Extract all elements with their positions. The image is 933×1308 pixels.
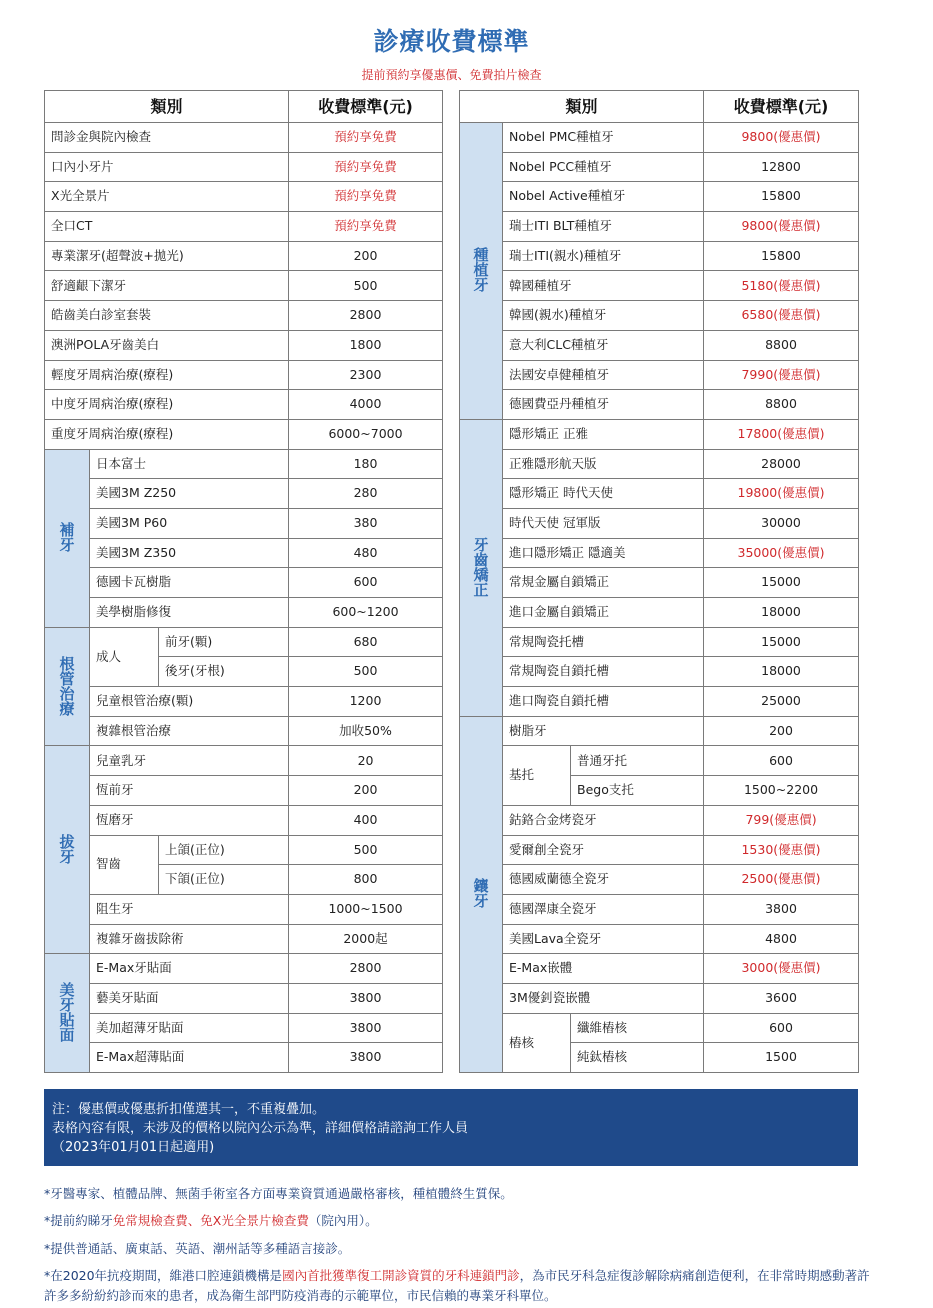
price-cell: 15000 <box>704 627 859 657</box>
price-cell: 8800 <box>704 390 859 420</box>
item-name: X光全景片 <box>45 182 289 212</box>
item-name: 舒適齦下潔牙 <box>45 271 289 301</box>
table-row <box>45 1043 443 1073</box>
price-cell: 35000(優惠價) <box>704 538 859 568</box>
price-cell: 15000 <box>704 568 859 598</box>
price-cell: 加收50% <box>289 716 443 746</box>
table-row <box>45 182 443 212</box>
table-row <box>460 330 859 360</box>
category-implant: 種 植 牙 <box>460 123 503 420</box>
price-cell: 1500~2200 <box>704 776 859 806</box>
price-cell: 200 <box>704 716 859 746</box>
price-cell: 2500(優惠價) <box>704 865 859 895</box>
bullet-history <box>44 1266 874 1306</box>
price-cell: 1800 <box>289 330 443 360</box>
price-cell: 3000(優惠價) <box>704 954 859 984</box>
table-row <box>460 805 859 835</box>
price-cell: 2300 <box>289 360 443 390</box>
table-row <box>460 1013 859 1043</box>
item-name: 德國費亞丹種植牙 <box>503 390 704 420</box>
price-cell: 680 <box>289 627 443 657</box>
price-cell: 8800 <box>704 330 859 360</box>
price-cell: 28000 <box>704 449 859 479</box>
item-name: 專業潔牙(超聲波+拋光) <box>45 241 289 271</box>
item-name: 口內小牙片 <box>45 152 289 182</box>
table-row <box>460 152 859 182</box>
price-cell: 9800(優惠價) <box>704 123 859 153</box>
item-name: 進口陶瓷自鎖托槽 <box>503 687 704 717</box>
table-row <box>45 983 443 1013</box>
item-name: 韓國(親水)種植牙 <box>503 301 704 331</box>
price-cell: 1000~1500 <box>289 894 443 924</box>
table-row <box>45 538 443 568</box>
price-cell: 500 <box>289 657 443 687</box>
price-cell: 預約享免費 <box>289 212 443 242</box>
price-cell: 600~1200 <box>289 598 443 628</box>
bullet-highlight: 免常規檢查費、免X光全景片檢查費 <box>112 1213 309 1228</box>
table-header-row <box>45 91 443 123</box>
page-title: 診療收費標準 <box>373 27 530 56</box>
category-header: 類別 <box>45 91 289 123</box>
table-row <box>45 805 443 835</box>
table-row <box>460 123 859 153</box>
category-filling: 補 牙 <box>45 449 90 627</box>
price-cell: 預約享免費 <box>289 182 443 212</box>
category-ortho: 牙 齒 矯 正 <box>460 419 503 716</box>
table-row <box>45 924 443 954</box>
fee-table-right <box>459 90 859 1073</box>
table-row <box>460 924 859 954</box>
notice-banner <box>44 1089 858 1166</box>
table-row <box>460 419 859 449</box>
table-row <box>460 835 859 865</box>
price-cell: 預約享免費 <box>289 123 443 153</box>
item-name: E-Max牙貼面 <box>90 954 289 984</box>
price-cell: 15800 <box>704 241 859 271</box>
item-name: 樹脂牙 <box>503 716 704 746</box>
item-name: 常規金屬自鎖矯正 <box>503 568 704 598</box>
table-row <box>45 241 443 271</box>
price-cell: 1500 <box>704 1043 859 1073</box>
bullet-text: （院內用）。 <box>308 1213 378 1228</box>
price-cell: 1200 <box>289 687 443 717</box>
item-name: 美國3M Z250 <box>90 479 289 509</box>
category-extraction: 拔 牙 <box>45 746 90 954</box>
item-name: Nobel PMC種植牙 <box>503 123 704 153</box>
table-row <box>460 657 859 687</box>
item-name: 澳洲POLA牙齒美白 <box>45 330 289 360</box>
price-cell: 2800 <box>289 301 443 331</box>
notice-line: 注：優惠價或優惠折扣僅選其一，不重複疊加。 <box>52 1102 326 1117</box>
price-header: 收費標準(元) <box>289 91 443 123</box>
table-row <box>45 449 443 479</box>
item-name: 下頜(正位) <box>159 865 289 895</box>
price-cell: 19800(優惠價) <box>704 479 859 509</box>
table-row <box>45 330 443 360</box>
price-cell: 3800 <box>289 1043 443 1073</box>
category-crown: 鑲 牙 <box>460 716 503 1072</box>
table-row <box>45 687 443 717</box>
item-name: 普通牙托 <box>571 746 704 776</box>
price-cell: 5180(優惠價) <box>704 271 859 301</box>
table-row <box>460 954 859 984</box>
table-row <box>45 1013 443 1043</box>
table-row <box>460 212 859 242</box>
bullet-quality: *牙醫專家、植體品牌、無菌手術室各方面專業資質通過嚴格審核，種植體終生質保。 <box>44 1186 513 1201</box>
table-row <box>45 360 443 390</box>
table-row <box>460 182 859 212</box>
price-cell: 180 <box>289 449 443 479</box>
table-row <box>45 716 443 746</box>
item-name: 常規陶瓷自鎖托槽 <box>503 657 704 687</box>
bullet-languages: *提供普通話、廣東話、英語、潮州話等多種語言接診。 <box>44 1241 351 1256</box>
table-row <box>45 835 443 865</box>
table-row <box>45 152 443 182</box>
item-name: 3M優釗瓷嵌體 <box>503 983 704 1013</box>
item-name: 日本富士 <box>90 449 289 479</box>
table-row <box>460 983 859 1013</box>
sub-category-post: 樁核 <box>503 1013 571 1072</box>
item-name: 法國安卓健種植牙 <box>503 360 704 390</box>
table-row <box>45 508 443 538</box>
table-row <box>460 508 859 538</box>
item-name: 隱形矯正 時代天使 <box>503 479 704 509</box>
item-name: 時代天使 冠軍版 <box>503 508 704 538</box>
price-cell: 3600 <box>704 983 859 1013</box>
table-row <box>460 538 859 568</box>
price-cell: 4800 <box>704 924 859 954</box>
price-cell: 4000 <box>289 390 443 420</box>
price-cell: 280 <box>289 479 443 509</box>
item-name: 中度牙周病治療(療程) <box>45 390 289 420</box>
table-header-row <box>460 91 859 123</box>
item-name: 德國澤康全瓷牙 <box>503 894 704 924</box>
price-cell: 200 <box>289 241 443 271</box>
fee-table-left <box>44 90 443 1073</box>
table-row <box>460 241 859 271</box>
item-name: Nobel PCC種植牙 <box>503 152 704 182</box>
price-cell: 18000 <box>704 598 859 628</box>
item-name: 上頜(正位) <box>159 835 289 865</box>
item-name: Nobel Active種植牙 <box>503 182 704 212</box>
table-row <box>45 627 443 657</box>
price-cell: 799(優惠價) <box>704 805 859 835</box>
price-cell: 600 <box>704 1013 859 1043</box>
price-cell: 500 <box>289 835 443 865</box>
price-cell: 200 <box>289 776 443 806</box>
table-row <box>460 716 859 746</box>
item-name: 常規陶瓷托槽 <box>503 627 704 657</box>
table-row <box>460 894 859 924</box>
item-name: 美加超薄牙貼面 <box>90 1013 289 1043</box>
item-name: 美國3M Z350 <box>90 538 289 568</box>
item-name: 愛爾創全瓷牙 <box>503 835 704 865</box>
table-row <box>45 271 443 301</box>
table-row <box>460 568 859 598</box>
item-name: E-Max超薄貼面 <box>90 1043 289 1073</box>
item-name: E-Max嵌體 <box>503 954 704 984</box>
bullet-text: *提前約睇牙 <box>44 1213 113 1228</box>
table-row <box>460 479 859 509</box>
table-row <box>460 360 859 390</box>
price-cell: 9800(優惠價) <box>704 212 859 242</box>
price-cell: 3800 <box>289 1013 443 1043</box>
price-cell: 480 <box>289 538 443 568</box>
table-row <box>460 271 859 301</box>
category-header: 類別 <box>460 91 704 123</box>
price-cell: 3800 <box>704 894 859 924</box>
table-row <box>460 390 859 420</box>
price-cell: 20 <box>289 746 443 776</box>
price-cell: 12800 <box>704 152 859 182</box>
price-cell: 400 <box>289 805 443 835</box>
price-cell: 15800 <box>704 182 859 212</box>
bullet-highlight: 國內首批獲準復工開診資質的牙科連鎖門診 <box>282 1268 520 1283</box>
price-cell: 1530(優惠價) <box>704 835 859 865</box>
item-name: 美國3M P60 <box>90 508 289 538</box>
category-veneer: 美 牙 貼 面 <box>45 954 90 1073</box>
sub-category-base: 基托 <box>503 746 571 805</box>
price-cell: 預約享免費 <box>289 152 443 182</box>
item-name: 藝美牙貼面 <box>90 983 289 1013</box>
item-name: 鈷鉻合金烤瓷牙 <box>503 805 704 835</box>
item-name: 進口隱形矯正 隱適美 <box>503 538 704 568</box>
item-name: 前牙(顆) <box>159 627 289 657</box>
price-cell: 30000 <box>704 508 859 538</box>
item-name: Bego支托 <box>571 776 704 806</box>
price-cell: 800 <box>289 865 443 895</box>
item-name: 進口金屬自鎖矯正 <box>503 598 704 628</box>
price-cell: 600 <box>704 746 859 776</box>
price-cell: 18000 <box>704 657 859 687</box>
table-row <box>45 301 443 331</box>
item-name: 複雜牙齒拔除術 <box>90 924 289 954</box>
price-cell: 6580(優惠價) <box>704 301 859 331</box>
table-row <box>460 746 859 776</box>
table-row <box>460 687 859 717</box>
table-row <box>45 894 443 924</box>
table-row <box>45 746 443 776</box>
price-cell: 7990(優惠價) <box>704 360 859 390</box>
table-row <box>460 627 859 657</box>
price-cell: 500 <box>289 271 443 301</box>
price-cell: 2000起 <box>289 924 443 954</box>
table-row <box>460 449 859 479</box>
item-name: 瑞士ITI BLT種植牙 <box>503 212 704 242</box>
bullet-free-check <box>44 1211 874 1231</box>
table-row <box>460 865 859 895</box>
notice-line: （2023年01月01日起適用) <box>52 1140 215 1155</box>
price-cell: 380 <box>289 508 443 538</box>
item-name: 複雜根管治療 <box>90 716 289 746</box>
item-name: 恆前牙 <box>90 776 289 806</box>
item-name: 阻生牙 <box>90 894 289 924</box>
item-name: 德國卡瓦樹脂 <box>90 568 289 598</box>
item-name: 純鈦樁核 <box>571 1043 704 1073</box>
item-name: 後牙(牙根) <box>159 657 289 687</box>
item-name: 隱形矯正 正雅 <box>503 419 704 449</box>
table-row <box>460 598 859 628</box>
item-name: 美學樹脂修復 <box>90 598 289 628</box>
table-row <box>45 479 443 509</box>
bullet-text: ，為市民牙科急症復診解除病痛創造便利，在非常時期感動著許許多多紛紛約診而來的患者，成為衛生部門防疫消毒的示範單位，市民信賴的專業牙科單位。 <box>44 1268 870 1303</box>
table-row <box>45 954 443 984</box>
price-cell: 3800 <box>289 983 443 1013</box>
sub-category-adult: 成人 <box>90 627 159 686</box>
sub-category-wisdom: 智齒 <box>90 835 159 894</box>
table-row <box>460 301 859 331</box>
item-name: 纖維樁核 <box>571 1013 704 1043</box>
price-cell: 600 <box>289 568 443 598</box>
table-row <box>45 776 443 806</box>
price-cell: 17800(優惠價) <box>704 419 859 449</box>
price-header: 收費標準(元) <box>704 91 859 123</box>
price-cell: 25000 <box>704 687 859 717</box>
table-row <box>45 123 443 153</box>
item-name: 韓國種植牙 <box>503 271 704 301</box>
price-cell: 2800 <box>289 954 443 984</box>
table-row <box>45 598 443 628</box>
table-row <box>45 568 443 598</box>
price-cell: 6000~7000 <box>289 419 443 449</box>
item-name: 全口CT <box>45 212 289 242</box>
table-row <box>45 419 443 449</box>
item-name: 皓齒美白診室套裝 <box>45 301 289 331</box>
item-name: 恆磨牙 <box>90 805 289 835</box>
page-subtitle: 提前預約享優惠價、免費拍片檢查 <box>361 68 542 82</box>
item-name: 正雅隱形航天版 <box>503 449 704 479</box>
item-name: 瑞士ITI(親水)種植牙 <box>503 241 704 271</box>
notice-line: 表格內容有限，未涉及的價格以院內公示為準，詳細價格請諮詢工作人員 <box>52 1121 469 1136</box>
item-name: 重度牙周病治療(療程) <box>45 419 289 449</box>
bullet-text: *在2020年抗疫期間，維港口腔連鎖機構是 <box>44 1268 283 1283</box>
table-row <box>45 390 443 420</box>
item-name: 意大利CLC種植牙 <box>503 330 704 360</box>
table-row <box>45 212 443 242</box>
item-name: 德國威蘭德全瓷牙 <box>503 865 704 895</box>
category-root-canal: 根 管 治 療 <box>45 627 90 746</box>
item-name: 問診金與院內檢查 <box>45 123 289 153</box>
item-name: 輕度牙周病治療(療程) <box>45 360 289 390</box>
item-name: 兒童根管治療(顆) <box>90 687 289 717</box>
item-name: 兒童乳牙 <box>90 746 289 776</box>
item-name: 美國Lava全瓷牙 <box>503 924 704 954</box>
